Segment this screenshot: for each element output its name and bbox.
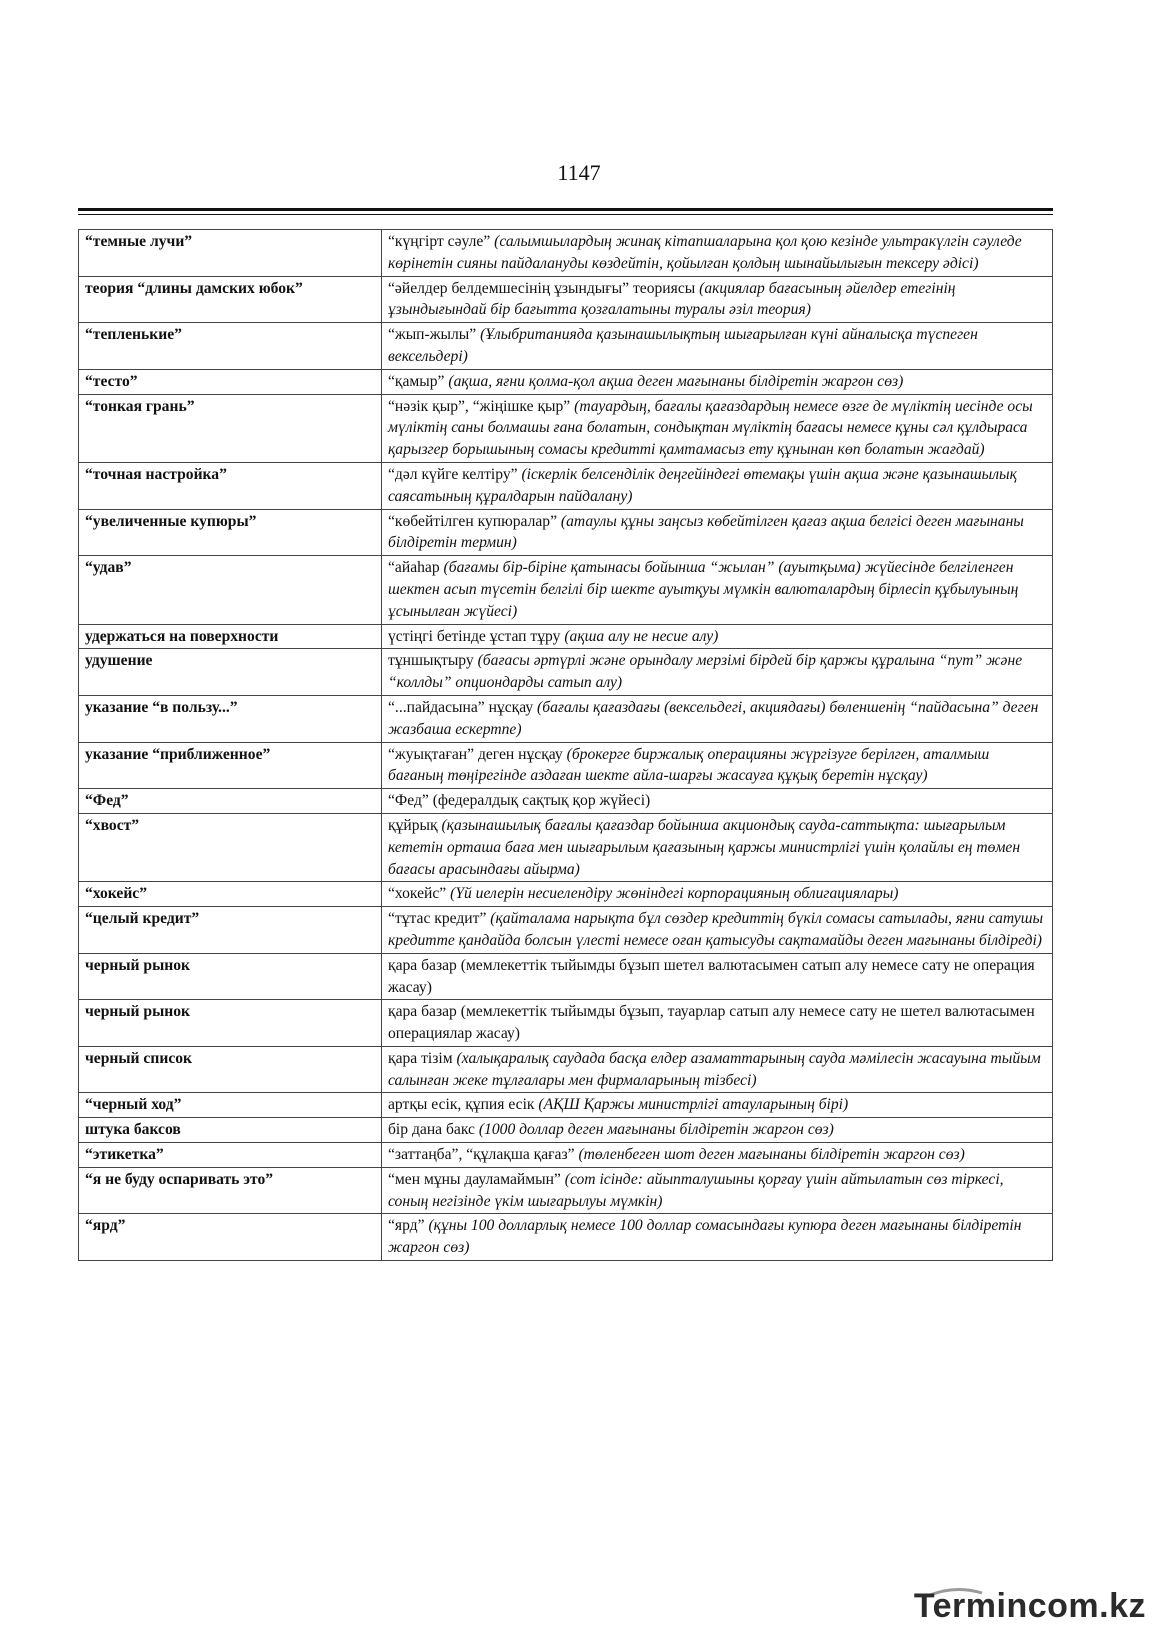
glossary-row [79, 323, 1053, 370]
definition-note: (қайталама нарықта бұл сөздер кредиттің бүкіл сомасы сатылады, яғни сатушы кредитте қандайда болсын үлесті немесе оған қатысуды сақтамайды деген мағынаны білдіреді) [388, 910, 1044, 949]
glossary-term: “темные лучи” [79, 230, 382, 277]
glossary-definition [382, 742, 1053, 789]
glossary-term: “хвост” [79, 813, 382, 881]
definition-note: (АҚШ Қаржы министрлігі атауларының бірі) [538, 1096, 849, 1114]
glossary-row [79, 1143, 1053, 1168]
glossary-body [79, 230, 1053, 1261]
glossary-term: “тесто” [79, 369, 382, 394]
definition-main: “күңгірт сәуле” [388, 233, 491, 250]
glossary-term: черный рынок [79, 953, 382, 1000]
definition-main: “Фед” (федералдық сақтық қор жүйесі) [388, 792, 651, 810]
definition-main: қара базар (мемлекеттік тыйымды бұзып, тауарлар сатып алу немесе сату не шетел валютасымен операциялар жасау) [388, 1003, 1035, 1043]
glossary-row [79, 556, 1053, 624]
glossary-term: теория “длины дамских юбок” [79, 276, 382, 323]
glossary-definition [382, 1093, 1053, 1118]
definition-note: (ақша алу не несие алу) [564, 627, 719, 645]
glossary-term: штука баксов [79, 1118, 382, 1143]
glossary-row [79, 882, 1053, 907]
glossary-definition [382, 1167, 1053, 1214]
glossary-row [79, 907, 1053, 954]
definition-main: “жып-жылы” [388, 326, 477, 344]
definition-main: артқы есік, құпия есік [388, 1096, 535, 1114]
glossary-definition [382, 1214, 1053, 1261]
definition-main: “мен мұны дауламаймын” [388, 1170, 561, 1188]
glossary-definition [382, 1046, 1053, 1093]
glossary-row [79, 1046, 1053, 1093]
glossary-term: “тонкая грань” [79, 394, 382, 462]
glossary-row [79, 1093, 1053, 1118]
glossary-term: “Фед” [79, 789, 382, 814]
glossary-definition [382, 462, 1053, 509]
glossary-term: указание “приближенное” [79, 742, 382, 789]
glossary-term: удержаться на поверхности [79, 624, 382, 649]
glossary-term: “целый кредит” [79, 907, 382, 954]
definition-note: (төленбеген шот деген мағынаны білдіретін жаргон сөз) [578, 1146, 965, 1164]
definition-main: “...пайдасына” нұсқау [388, 698, 534, 716]
glossary-row [79, 509, 1053, 556]
glossary-definition [382, 276, 1053, 323]
header-rule-thin [78, 214, 1053, 215]
definition-note: (салымшылардың жинақ кітапшаларына қол қою кезінде ультракүлгін сәуледе көрінетін сияны пайдалануды көздейтін, қойылған қолдың шынайылығын тексеру әдісі) [388, 233, 1022, 272]
definition-note: (брокерге биржалық операцияны жүргізуге берілген, аталмыш бағаның төңірегінде аздаған шекте айла-шарғы жасауға құқық беретін нұсқау) [388, 745, 990, 785]
glossary-definition [382, 369, 1053, 394]
glossary-term: “увеличенные купюры” [79, 509, 382, 556]
definition-note: (халықаралық саудада басқа елдер азаматтарының сауда мәмілесін жасауына тыйым салынған жеке тұлғалары мен фирмаларының тізбесі) [388, 1049, 1041, 1089]
definition-main: “заттаңба”, “құлақша қағаз” [388, 1146, 575, 1164]
glossary-term: “я не буду оспаривать это” [79, 1167, 382, 1214]
definition-main: қара базар (мемлекеттік тыйымды бұзып шетел валютасымен сатып алу немесе сату не операция жасау) [388, 956, 1035, 996]
glossary-term: “точная настройка” [79, 462, 382, 509]
glossary-definition [382, 907, 1053, 954]
header-rule-thick [78, 208, 1053, 211]
glossary-definition [382, 1143, 1053, 1168]
glossary-definition [382, 953, 1053, 1000]
glossary-row [79, 649, 1053, 696]
definition-main: “жуықтаған” деген нұсқау [388, 745, 563, 763]
glossary-definition [382, 1118, 1053, 1143]
glossary-term: “удав” [79, 556, 382, 624]
glossary-definition [382, 1000, 1053, 1047]
glossary-term: “хокейс” [79, 882, 382, 907]
glossary-row [79, 1214, 1053, 1261]
glossary-definition [382, 695, 1053, 742]
glossary-row [79, 1000, 1053, 1047]
glossary-row [79, 695, 1053, 742]
glossary-row [79, 813, 1053, 881]
glossary-row [79, 230, 1053, 277]
definition-main: “ярд” [388, 1217, 425, 1235]
definition-main: “нәзік қыр”, “жіңішке қыр” [388, 397, 571, 415]
glossary-definition [382, 882, 1053, 907]
definition-note: (Ұлыбританияда қазынашылықтың шығарылған күні айналысқа түспеген вексельдері) [388, 326, 978, 365]
glossary-definition [382, 789, 1053, 814]
glossary-row [79, 789, 1053, 814]
definition-note: (бағамы бір-біріне қатынасы бойынша “жылан” (ауытқыма) жүйесінде белгіленген шектен асып түсетін белгілі бір шекте ауытқуы мүмкін валюталардың бірлесіп құбылуының ұсынылған жүйесі) [388, 559, 1019, 620]
glossary-row [79, 624, 1053, 649]
glossary-term: “тепленькие” [79, 323, 382, 370]
glossary-term: “ярд” [79, 1214, 382, 1261]
definition-note: (іскерлік белсенділік деңгейіндегі өтемақы үшін ақша және қазынашылық саясатының құралдарын пайдалану) [388, 465, 1017, 505]
glossary-row [79, 742, 1053, 789]
glossary-row [79, 1118, 1053, 1143]
definition-main: үстіңгі бетінде ұстап тұру [388, 627, 561, 645]
definition-main: құйрық [388, 816, 438, 834]
definition-note: (Үй иелерін несиелендіру жөніндегі корпорацияның облигациялары) [450, 885, 899, 903]
glossary-term: черный список [79, 1046, 382, 1093]
glossary-definition [382, 624, 1053, 649]
definition-main: бір дана бакс [388, 1121, 475, 1139]
definition-main: қара тізім [388, 1049, 453, 1067]
definition-main: “әйелдер белдемшесінің ұзындығы” теориясы [388, 279, 696, 297]
glossary-definition [382, 230, 1053, 277]
glossary-table [78, 229, 1053, 1261]
definition-note: (бағалы қағаздағы (вексельдегі, акциядағы) бөленшенің “пайдасына” деген жазбаша ескертпе) [388, 698, 1039, 738]
definition-note: (тауардың, бағалы қағаздардың немесе өзге де мүліктің иесінде осы мүліктің саны болмашы ғана болатын, сондықтан мүліктің бағасы немесе құны сәл құлдыраса қарызгер борышының сомасы кредитті қамтамасыз ету құнынан көп болатын жағдай) [388, 397, 1033, 459]
definition-note: (акциялар бағасының әйелдер етегінің ұзындығындай бір бағытта қозғалатыны туралы әзіл теория) [388, 279, 956, 319]
glossary-definition [382, 649, 1053, 696]
definition-note: (1000 доллар деген мағынаны білдіретін жаргон сөз) [478, 1121, 834, 1139]
glossary-row [79, 462, 1053, 509]
glossary-row [79, 276, 1053, 323]
site-logo [913, 1583, 1146, 1627]
definition-main: тұншықтыру [388, 652, 474, 670]
glossary-definition [382, 509, 1053, 556]
definition-note: (атаулы құны заңсыз көбейтілген қағаз ақша белгісі деген мағынаны білдіретін термин) [388, 512, 1024, 552]
definition-main: “дәл күйге келтіру” [388, 465, 518, 483]
definition-note: (ақша, яғни қолма-қол ақша деген мағынаны білдіретін жаргон сөз) [448, 372, 904, 390]
glossary-definition [382, 556, 1053, 624]
definition-note: (бағасы әртүрлі және орындалу мерзімі бірдей бір қаржы құралына “пут” және “коллды” опциондарды сатып алу) [388, 652, 1023, 692]
page-number: 1147 [557, 160, 601, 185]
definition-note: (қазынашылық бағалы қағаздар бойынша акциондық сауда-саттықта: шығарылым кететін орташа баға мен шығарылым қағазының қаржы министрлігі үшін қолайлы ең төмен бағасы арасындағы айырма) [388, 816, 1021, 878]
logo-text: Termincom.kz [913, 1587, 1146, 1625]
glossary-definition [382, 394, 1053, 462]
definition-note: (құны 100 долларлық немесе 100 доллар сомасындағы купюра деген мағынаны білдіретін жаргон сөз) [388, 1217, 1022, 1257]
glossary-definition [382, 813, 1053, 881]
definition-main: “тұтас кредит” [388, 910, 487, 928]
glossary-term: указание “в пользу...” [79, 695, 382, 742]
glossary-definition [382, 323, 1053, 370]
definition-main: “айаhар [388, 559, 440, 577]
definition-main: “көбейтілген купюралар” [388, 512, 557, 530]
glossary-row [79, 953, 1053, 1000]
glossary-term: “черный ход” [79, 1093, 382, 1118]
definition-main: “хокейс” [388, 885, 447, 903]
glossary-term: черный рынок [79, 1000, 382, 1047]
definition-main: “қамыр” [388, 372, 445, 390]
glossary-row [79, 1167, 1053, 1214]
glossary-row [79, 394, 1053, 462]
glossary-term: удушение [79, 649, 382, 696]
glossary-term: “этикетка” [79, 1143, 382, 1168]
definition-note: (сот ісінде: айыпталушыны қорғау үшін айтылатын сөз тіркесі, соның негізінде үкім шығарылуы мүмкін) [388, 1170, 1004, 1210]
glossary-row [79, 369, 1053, 394]
